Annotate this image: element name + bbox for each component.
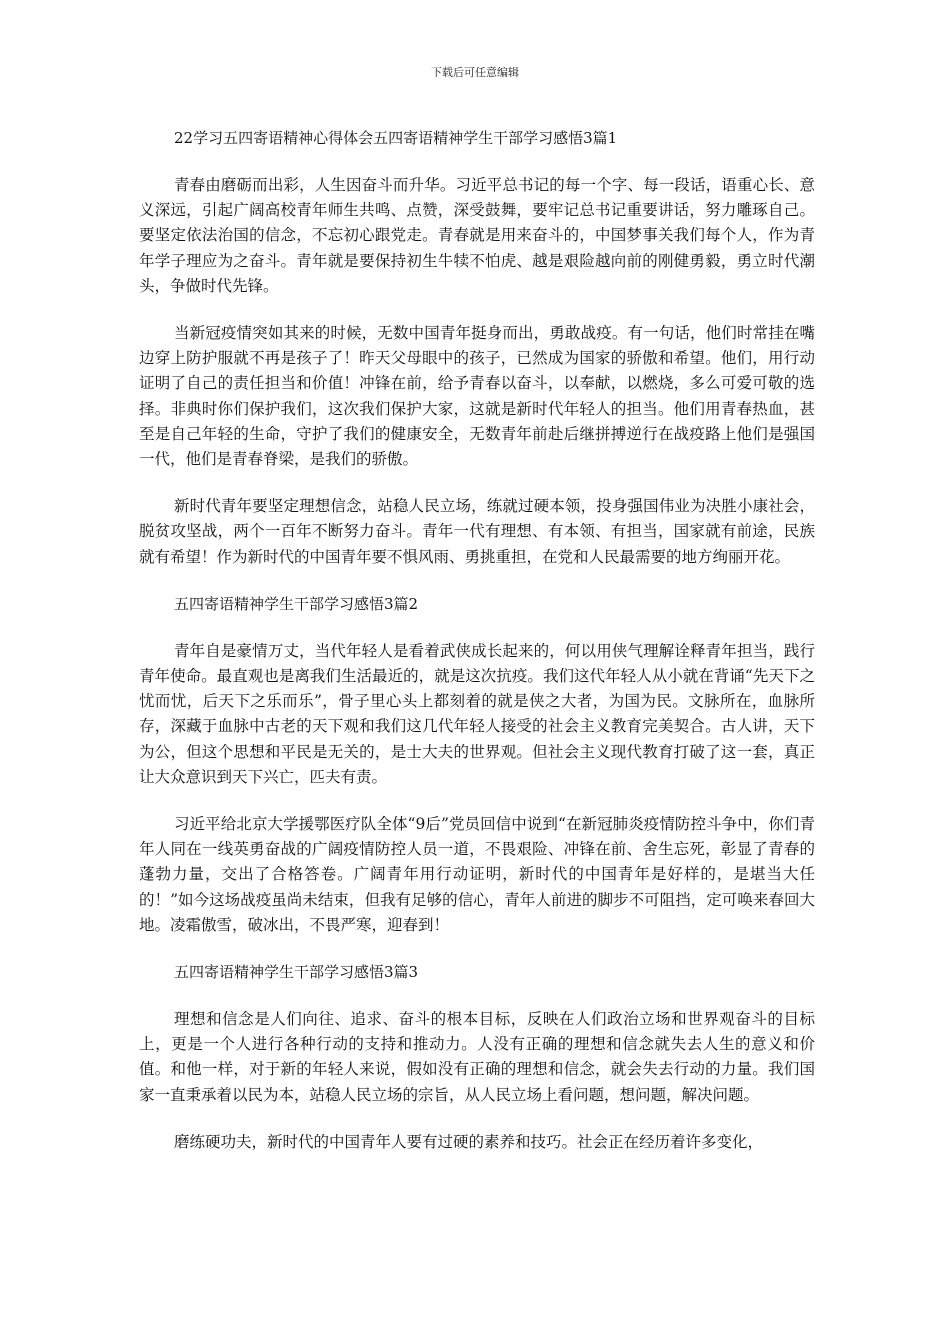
header-note: 下载后可任意编辑	[431, 66, 519, 79]
paragraph: 青春由磨砺而出彩，人生因奋斗而升华。习近平总书记的每一个字、每一段话，语重心长、意义深远，引起广阔高校青年师生共鸣、点赞，深受鼓舞，要牢记总书记重要讲话，努力雕琢自己。要坚定依法治国的信念，不忘初心跟党走。青春就是用来奋斗的，中国梦事关我们每个人，作为青年学子理应为之奋斗。青年就是要保持初生牛犊不怕虎、越是艰险越向前的刚健勇毅，勇立时代潮头，争做时代先锋。	[139, 176, 815, 295]
section-title-1: 22学习五四寄语精神心得体会五四寄语精神学生干部学习感悟3篇1	[174, 129, 618, 147]
section-title-2: 五四寄语精神学生干部学习感悟3篇2	[174, 594, 419, 613]
paragraph: 新时代青年要坚定理想信念，站稳人民立场，练就过硬本领，投身强国伟业为决胜小康社会，脱贫攻坚战，两个一百年不断努力奋斗。青年一代有理想、有本领、有担当，国家就有前途，民族就有希望！作为新时代的中国青年要不惧风雨、勇挑重担，在党和人民最需要的地方绚丽开花。	[139, 497, 815, 566]
section-title-3: 五四寄语精神学生干部学习感悟3篇3	[174, 963, 419, 982]
paragraph: 青年自是豪情万丈，当代年轻人是看着武侠成长起来的，何以用侠气理解诠释青年担当，践行青年使命。最直观也是离我们生活最近的，就是这次抗疫。我们这代年轻人从小就在背诵“先天下之忧而忧，后天下之乐而乐”，骨子里心头上都刻着的就是侠之大者，为国为民。文脉所在，血脉所存，深藏于血脉中古老的天下观和我们这几代年轻人接受的社会主义教育完美契合。古人讲，天下为公，但这个思想和平民是无关的，是士大夫的世界观。但社会主义现代教育打破了这一套，真正让大众意识到天下兴亡，匹夫有责。	[139, 641, 815, 786]
document-body	[139, 126, 815, 1155]
paragraph: 理想和信念是人们向往、追求、奋斗的根本目标，反映在人们政治立场和世界观奋斗的目标上，更是一个人进行各种行动的支持和推动力。人没有正确的理想和信念就失去人生的意义和价值。和他一样，对于新的年轻人来说，假如没有正确的理想和信念，就会失去行动的力量。我们国家一直秉承着以民为本，站稳人民立场的宗旨，从人民立场上看问题，想问题，解决问题。	[139, 1010, 815, 1104]
paragraph: 习近平给北京大学援鄂医疗队全体“9后”党员回信中说到“在新冠肺炎疫情防控斗争中，你们青年人同在一线英勇奋战的广阔疫情防控人员一道，不畏艰险、冲锋在前、舍生忘死，彰显了青春的蓬勃力量，交出了合格答卷。广阔青年用行动证明，新时代的中国青年是好样的，是堪当大任的！”如今这场战疫虽尚未结束，但我有足够的信心，青年人前进的脚步不可阻挡，定可唤来春回大地。凌霜傲雪，破冰出，不畏严寒，迎春到！	[139, 815, 815, 934]
paragraph: 当新冠疫情突如其来的时候，无数中国青年挺身而出，勇敢战疫。有一句话，他们时常挂在嘴边穿上防护服就不再是孩子了！昨天父母眼中的孩子，已然成为国家的骄傲和希望。他们，用行动证明了自己的责任担当和价值！冲锋在前，给予青春以奋斗，以奉献，以燃烧，多么可爱可敬的选择。非典时你们保护我们，这次我们保护大家，这就是新时代年轻人的担当。他们用青春热血，甚至是自己年轻的生命，守护了我们的健康安全，无数青年前赴后继拼搏逆行在战疫路上他们是强国一代，他们是青春脊梁，是我们的骄傲。	[139, 324, 815, 469]
paragraph: 磨练硬功夫，新时代的中国青年人要有过硬的素养和技巧。社会正在经历着许多变化，	[174, 1132, 764, 1151]
